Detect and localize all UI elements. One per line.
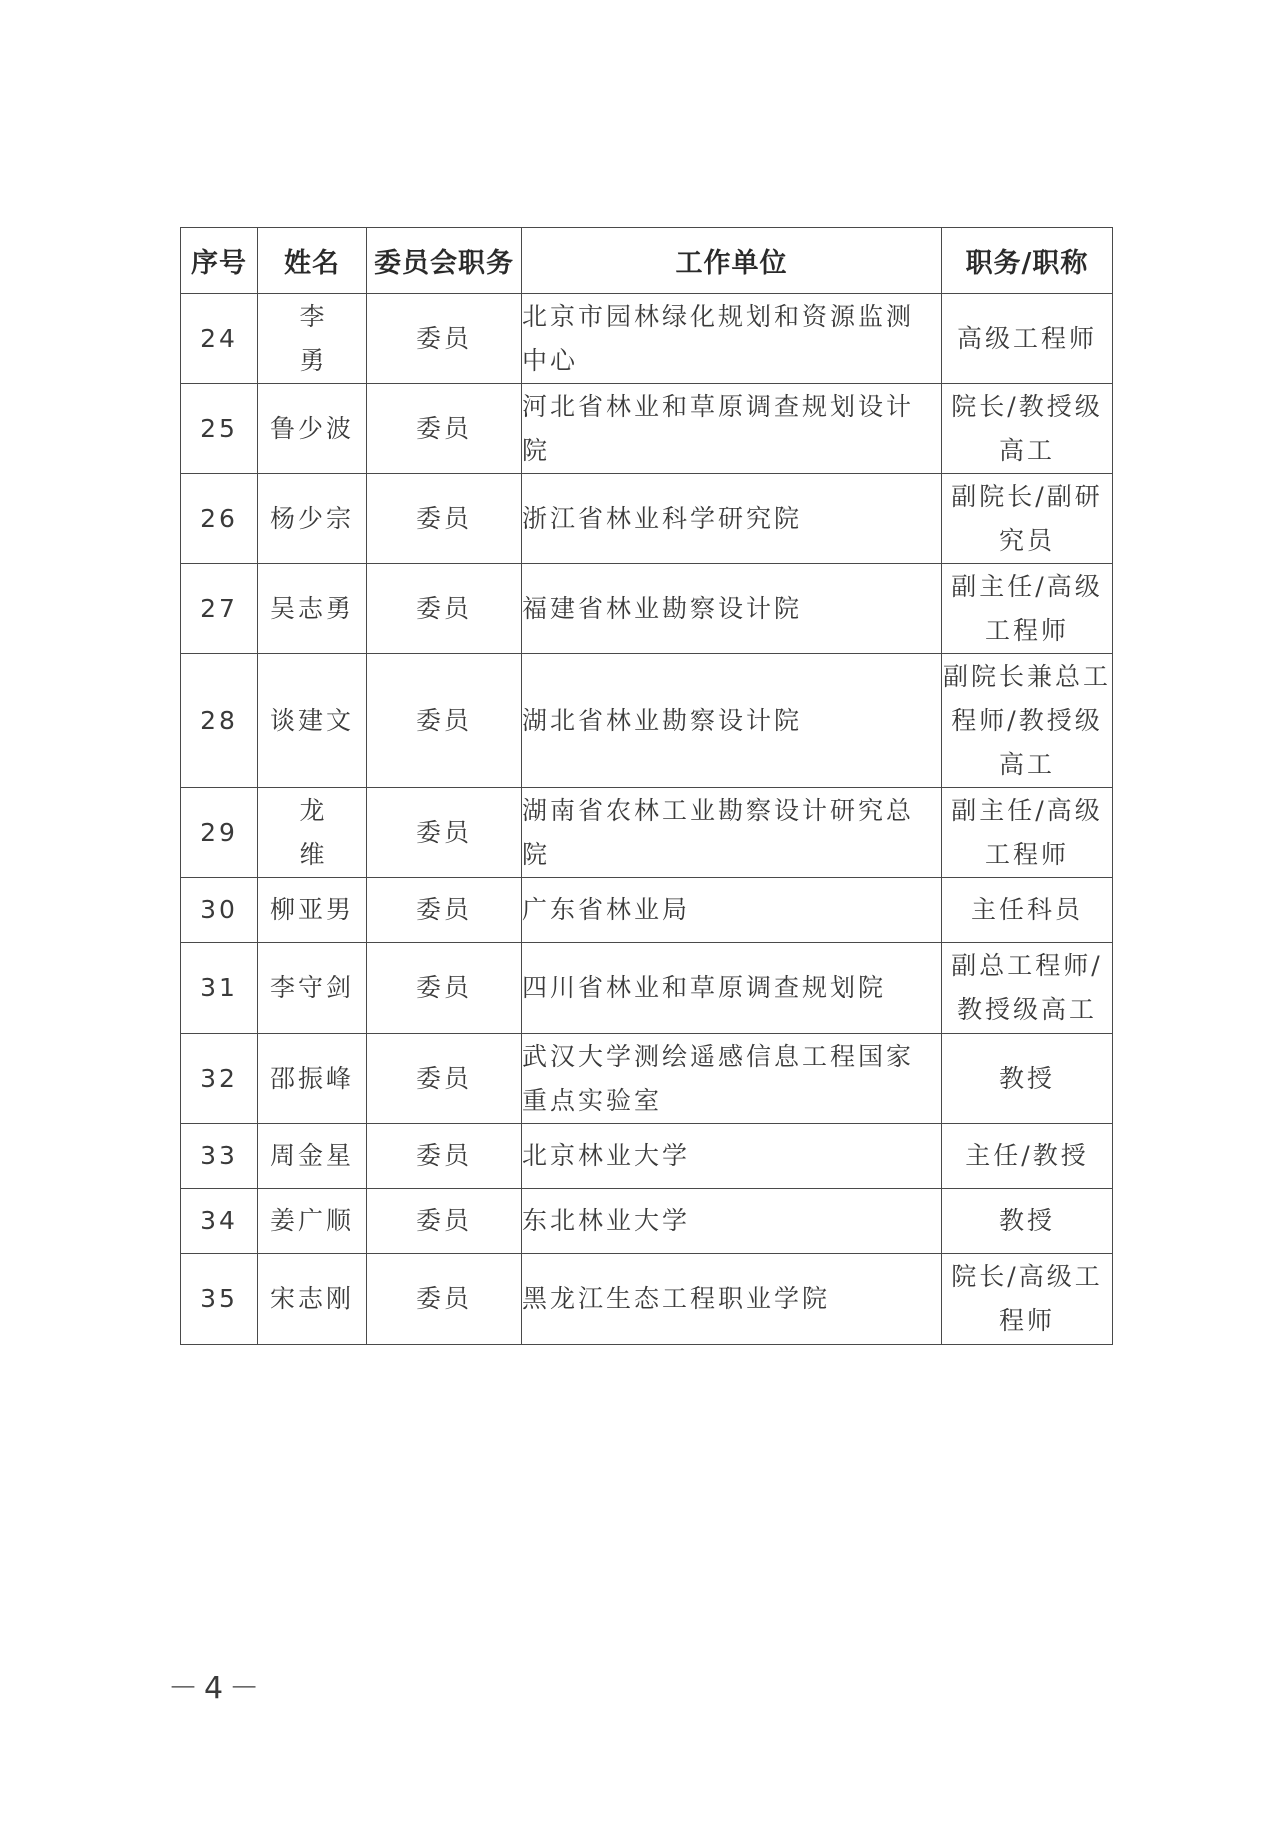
- table-header-row: [181, 228, 1113, 294]
- row-org: 福建省林业勘察设计院: [522, 564, 942, 654]
- table-row: [181, 943, 1113, 1034]
- row-title: 主任科员: [942, 878, 1113, 943]
- row-role: 委员: [367, 564, 522, 654]
- row-name: 吴志勇: [258, 564, 367, 654]
- row-org: 武汉大学测绘遥感信息工程国家重点实验室: [522, 1034, 942, 1124]
- row-title: 教授: [942, 1189, 1113, 1254]
- row-name: 谈建文: [258, 654, 367, 788]
- row-role: 委员: [367, 943, 522, 1034]
- header-no: 序号: [181, 228, 258, 294]
- committee-member-table: [180, 227, 1113, 1345]
- row-org: 北京市园林绿化规划和资源监测中心: [522, 294, 942, 384]
- row-title: 院长/教授级高工: [942, 384, 1113, 474]
- row-name: 杨少宗: [258, 474, 367, 564]
- row-role: 委员: [367, 1034, 522, 1124]
- row-name: 鲁少波: [258, 384, 367, 474]
- row-title: 教授: [942, 1034, 1113, 1124]
- row-org: 湖北省林业勘察设计院: [522, 654, 942, 788]
- row-org: 黑龙江生态工程职业学院: [522, 1254, 942, 1345]
- row-no: 28: [181, 654, 258, 788]
- row-role: 委员: [367, 1189, 522, 1254]
- row-org: 浙江省林业科学研究院: [522, 474, 942, 564]
- row-no: 29: [181, 788, 258, 878]
- row-name: 宋志刚: [258, 1254, 367, 1345]
- row-role: 委员: [367, 654, 522, 788]
- table-row: [181, 878, 1113, 943]
- row-role: 委员: [367, 474, 522, 564]
- row-org: 四川省林业和草原调查规划院: [522, 943, 942, 1034]
- page-number: －4－: [168, 1671, 266, 1706]
- header-name: 姓名: [258, 228, 367, 294]
- table-row: [181, 294, 1113, 384]
- header-position-title: 职务/职称: [942, 228, 1113, 294]
- row-no: 24: [181, 294, 258, 384]
- row-no: 27: [181, 564, 258, 654]
- row-title: 院长/高级工程师: [942, 1254, 1113, 1345]
- row-no: 34: [181, 1189, 258, 1254]
- row-org: 湖南省农林工业勘察设计研究总院: [522, 788, 942, 878]
- table-row: [181, 1189, 1113, 1254]
- row-name: 李守剑: [258, 943, 367, 1034]
- row-role: 委员: [367, 788, 522, 878]
- row-name: 姜广顺: [258, 1189, 367, 1254]
- row-org: 河北省林业和草原调查规划设计院: [522, 384, 942, 474]
- row-title: 高级工程师: [942, 294, 1113, 384]
- table-row: [181, 564, 1113, 654]
- header-committee-role: 委员会职务: [367, 228, 522, 294]
- row-org: 广东省林业局: [522, 878, 942, 943]
- table-row: [181, 654, 1113, 788]
- row-title: 副主任/高级工程师: [942, 788, 1113, 878]
- table-row: [181, 1124, 1113, 1189]
- row-org: 北京林业大学: [522, 1124, 942, 1189]
- row-name: 李 勇: [258, 294, 367, 384]
- row-role: 委员: [367, 878, 522, 943]
- table-row: [181, 1034, 1113, 1124]
- row-title: 副院长兼总工程师/教授级高工: [942, 654, 1113, 788]
- row-org: 东北林业大学: [522, 1189, 942, 1254]
- row-title: 副主任/高级工程师: [942, 564, 1113, 654]
- row-title: 主任/教授: [942, 1124, 1113, 1189]
- table-row: [181, 1254, 1113, 1345]
- row-no: 30: [181, 878, 258, 943]
- row-no: 26: [181, 474, 258, 564]
- row-no: 31: [181, 943, 258, 1034]
- row-no: 33: [181, 1124, 258, 1189]
- table-row: [181, 474, 1113, 564]
- row-no: 35: [181, 1254, 258, 1345]
- row-name: 龙 维: [258, 788, 367, 878]
- row-name: 柳亚男: [258, 878, 367, 943]
- table-row: [181, 384, 1113, 474]
- row-name: 周金星: [258, 1124, 367, 1189]
- row-no: 32: [181, 1034, 258, 1124]
- row-title: 副院长/副研究员: [942, 474, 1113, 564]
- row-role: 委员: [367, 1254, 522, 1345]
- table-row: [181, 788, 1113, 878]
- row-role: 委员: [367, 384, 522, 474]
- row-title: 副总工程师/教授级高工: [942, 943, 1113, 1034]
- row-name: 邵振峰: [258, 1034, 367, 1124]
- row-role: 委员: [367, 294, 522, 384]
- row-no: 25: [181, 384, 258, 474]
- row-role: 委员: [367, 1124, 522, 1189]
- header-work-unit: 工作单位: [522, 228, 942, 294]
